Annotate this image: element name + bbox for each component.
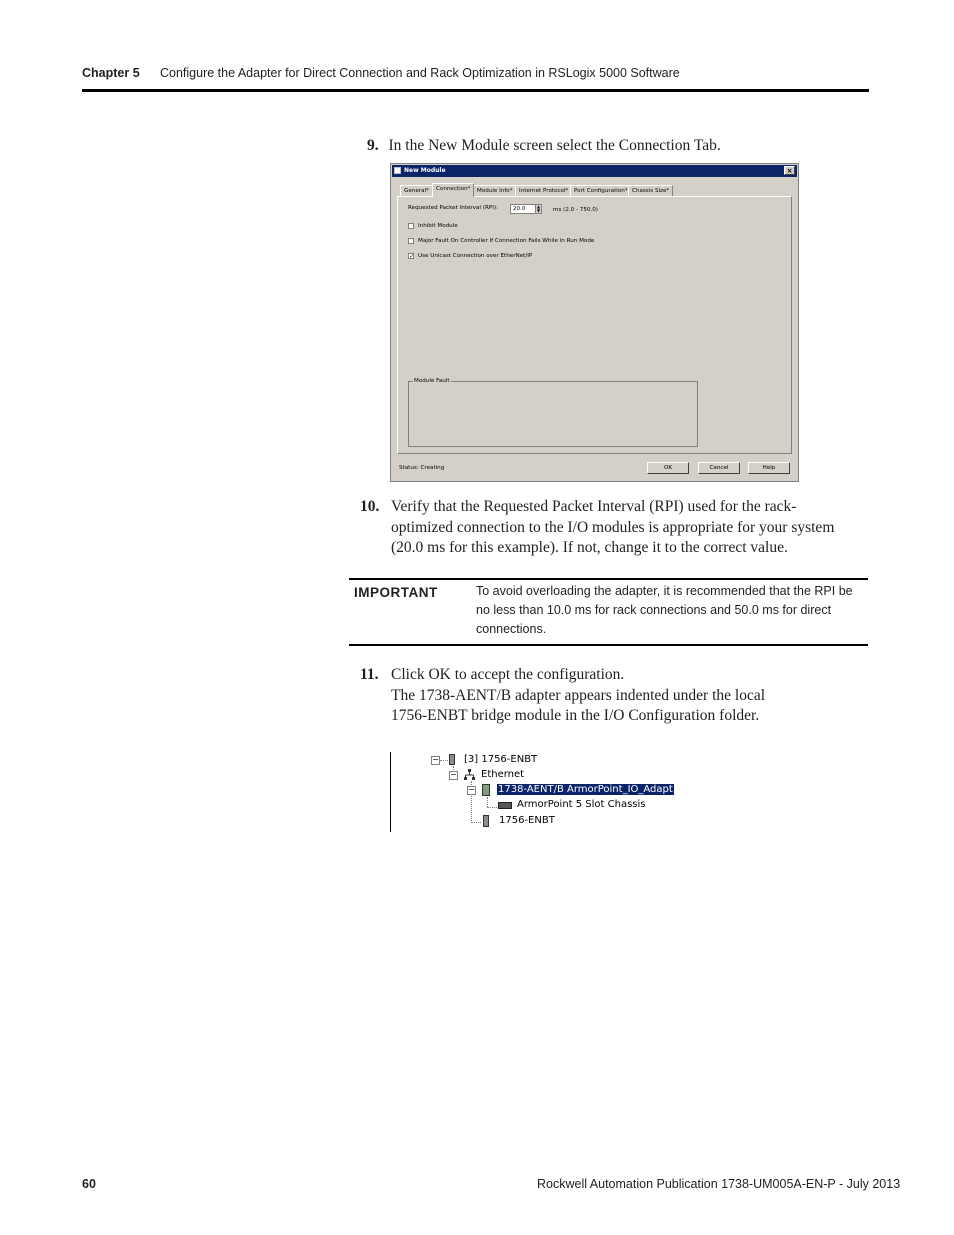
step-text-line: The 1738-AENT/B adapter appears indented under the local [391, 686, 766, 704]
help-button[interactable]: Help [748, 462, 790, 474]
tab-general[interactable]: General* [400, 185, 433, 196]
chassis-icon [498, 802, 512, 809]
major-fault-checkbox[interactable] [408, 238, 414, 244]
chapter-label: Chapter 5 [82, 66, 140, 80]
tab-port-configuration[interactable]: Port Configuration* [570, 185, 632, 196]
important-line: connections. [476, 622, 547, 636]
collapse-icon[interactable]: − [450, 770, 457, 779]
step-text-line: Verify that the Requested Packet Interval (RPI) used for the rack- [391, 498, 797, 515]
header-rule [82, 89, 869, 92]
important-bottom-rule [349, 644, 868, 646]
module-fault-group [408, 378, 698, 447]
tab-chassis-size[interactable]: Chassis Size* [628, 185, 673, 196]
step-number: 11. [360, 666, 379, 683]
inhibit-module-label: Inhibit Module [418, 223, 458, 229]
tree-node-enbt-slot[interactable]: [3] 1756-ENBT [464, 754, 538, 765]
page-number: 60 [82, 1177, 96, 1191]
step-number: 10. [360, 498, 380, 515]
tab-internet-protocol[interactable]: Internet Protocol* [515, 185, 572, 196]
major-fault-label: Major Fault On Controller If Connection Fails While in Run Mode [418, 238, 595, 244]
important-label: IMPORTANT [354, 585, 438, 600]
dialog-title: New Module [404, 167, 446, 174]
collapse-icon[interactable]: − [432, 755, 439, 764]
step-11 [360, 665, 870, 727]
tab-connection[interactable]: Connection* [432, 183, 474, 197]
step-number: 9. [367, 137, 379, 154]
publication-info: Rockwell Automation Publication 1738-UM005A-EN-P - July 2013 [537, 1177, 901, 1191]
unicast-label: Use Unicast Connection over EtherNet/IP [418, 253, 533, 259]
tree-left-border [390, 752, 391, 832]
tree-node-chassis[interactable]: ArmorPoint 5 Slot Chassis [517, 799, 646, 810]
io-configuration-tree [390, 752, 673, 832]
step-text: In the New Module screen select the Connection Tab. [388, 137, 721, 154]
tree-connector [471, 822, 481, 824]
rpi-range: ms (2.0 - 750.0) [553, 207, 598, 213]
tree-node-ethernet[interactable]: Ethernet [481, 769, 525, 780]
tree-connector [487, 807, 497, 809]
connection-panel [397, 196, 792, 454]
tree-connector [440, 760, 448, 762]
important-top-rule [349, 578, 868, 580]
step-text-line: Click OK to accept the configuration. [391, 666, 625, 683]
close-button[interactable]: × [784, 166, 795, 175]
status-text: Status: Creating [399, 465, 445, 471]
rpi-spinner[interactable]: ▲ ▼ [536, 204, 541, 213]
tree-node-enbt[interactable]: 1756-ENBT [499, 815, 555, 826]
rpi-label: Requested Packet Interval (RPI): [408, 205, 498, 211]
adapter-icon [482, 784, 490, 796]
module-icon [483, 815, 489, 827]
important-line: To avoid overloading the adapter, it is recommended that the RPI be [476, 584, 853, 598]
important-line: no less than 10.0 ms for rack connections and 50.0 ms for direct [476, 603, 832, 617]
step-text-line: optimized connection to the I/O modules is appropriate for your system [391, 518, 835, 536]
ok-button[interactable]: OK [647, 462, 689, 474]
step-text-line: (20.0 ms for this example). If not, change it to the correct value. [391, 539, 788, 556]
step-10 [360, 497, 870, 559]
module-fault-label: Module Fault [414, 378, 450, 384]
unicast-checkbox[interactable]: ✓ [409, 253, 415, 260]
tree-node-adapter[interactable]: 1738-AENT/B ArmorPoint_IO_Adapt [498, 784, 673, 795]
step-text-line: 1756-ENBT bridge module in the I/O Configuration folder. [391, 707, 760, 724]
rpi-input[interactable]: 20.0 [510, 204, 542, 214]
collapse-icon[interactable]: − [468, 785, 475, 794]
important-text [476, 582, 868, 639]
module-icon [449, 754, 455, 765]
chapter-title: Configure the Adapter for Direct Connection and Rack Optimization in RSLogix 5000 Software [160, 66, 680, 80]
dialog-title-bar [392, 165, 797, 177]
step-9 [367, 136, 721, 157]
window-icon [394, 167, 401, 174]
tab-module-info[interactable]: Module Info* [473, 185, 517, 196]
tree-connector [487, 797, 489, 807]
network-icon [464, 769, 475, 780]
inhibit-module-checkbox[interactable] [408, 223, 414, 229]
new-module-dialog [390, 163, 799, 482]
cancel-button[interactable]: Cancel [698, 462, 740, 474]
